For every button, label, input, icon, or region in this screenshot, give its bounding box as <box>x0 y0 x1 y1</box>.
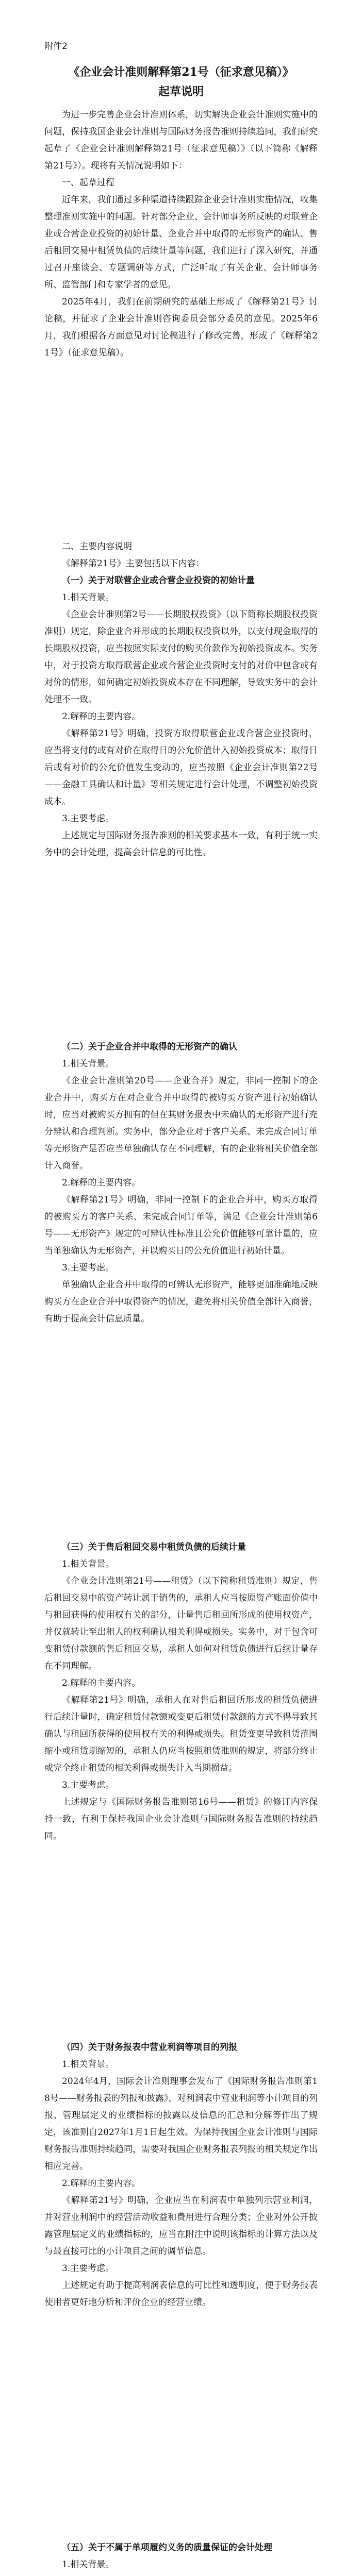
attachment-label: 附件2 <box>44 41 68 52</box>
body-paragraph: 单独确认企业合并中取得的可辨认无形资产，能够更加准确地反映购买方在企业合并中取得资产的情况，避免将相关价值全部计入商誉，有助于提高会计信息质量。 <box>44 1280 318 1324</box>
item-heading: 1.相关背景。 <box>62 1059 114 1069</box>
item-heading: 1.相关背景。 <box>62 1559 114 1569</box>
body-paragraph: 为进一步完善企业会计准则体系，切实解决企业会计准则实施中的问题，保持我国企业会计准则与国际财务报告准则持续趋同，我们研究起草了《企业会计准则解释第21号（征求意见稿）》（以下简称《解释第21号》）。现将有关情况说明如下： <box>44 110 318 171</box>
item-heading: 3.主要考虑。 <box>62 1780 114 1790</box>
body-paragraph: 上述规定与《国际财务报告准则第16号——租赁》的修订内容保持一致，有利于保持我国企业会计准则与国际财务报告准则的持续趋同。 <box>44 1797 318 1841</box>
document-page <box>0 1501 362 2001</box>
item-heading: 2.解释的主要内容。 <box>62 2178 141 2189</box>
document-title: 《企业会计准则解释第21号（征求意见稿）》 <box>68 65 294 79</box>
subsection-heading: （三）关于售后租回交易中租赁负债的后续计量 <box>62 1542 246 1552</box>
item-heading: 1.相关背景。 <box>62 2560 114 2570</box>
item-heading: 2.解释的主要内容。 <box>62 1678 141 1688</box>
subsection-heading: （二）关于企业合并中取得的无形资产的确认 <box>62 1042 237 1052</box>
document-page <box>0 1001 362 1501</box>
subsection-heading: （四）关于财务报表中营业利润等项目的列报 <box>62 2042 237 2053</box>
document-subtitle: 起草说明 <box>158 85 204 98</box>
item-heading: 3.主要考虑。 <box>62 2263 114 2274</box>
document-page <box>0 2501 362 2576</box>
subsection-heading: （五）关于不属于单项履约义务的质量保证的会计处理 <box>62 2543 272 2553</box>
body-paragraph: 上述规定有助于提高利润表信息的可比性和透明度，便于财务报表使用者更好地分析和评价企业的经营业绩。 <box>44 2280 318 2308</box>
body-paragraph: 上述规定与国际财务报告准则的相关要求基本一致，有利于统一实务中的会计处理，提高会计信息的可比性。 <box>44 831 318 858</box>
body-paragraph: 《解释第21号》明确，企业应当在利润表中单独列示营业利润，并对营业利润中的经营活动收益和费用进行合理分类；企业对外公开披露管理层定义的业绩指标的，应当在附注中说明该指标的计算方法以及与最直接可比的小计项目之间的调节信息。 <box>44 2195 318 2257</box>
body-paragraph: 《解释第21号》明确，投资方取得联营企业或合营企业投资时，应当将支付的或有对价在取得日的公允价值计入初始投资成本；取得日后或有对价的公允价值发生变动的，应当按照《企业会计准则第22号——金融工具确认和计量》等相关规定进行会计处理，不调整初始投资成本。 <box>44 728 318 807</box>
body-paragraph: 《解释第21号》明确，非同一控制下的企业合并中，购买方取得的被购买方的客户关系、未完成合同订单等，满足《企业会计准则第6号——无形资产》规定的可辨认性标准且公允价值能够可靠计量的，应当单独确认为无形资产，并以购买日的公允价值进行初始计量。 <box>44 1195 318 1256</box>
section-heading: 一、起草过程 <box>62 178 114 188</box>
body-paragraph: 2025年4月，我们在前期研究的基础上形成了《解释第21号》讨论稿，并征求了企业会计准则咨询委员会部分委员的意见。2025年6月，我们根据各方面意见对讨论稿进行了修改完善，形成了《解释第21号》（征求意见稿）。 <box>44 297 318 358</box>
document-page <box>0 2001 362 2501</box>
item-heading: 1.相关背景。 <box>62 2059 114 2070</box>
item-heading: 1.相关背景。 <box>62 592 114 603</box>
body-paragraph: 《企业会计准则第20号——企业合并》规定，非同一控制下的企业合并中，购买方在对企业合并中取得的被购买方资产进行初始确认时，应当对被购买方拥有的但在其财务报表中未确认的无形资产进行充分辨认和合理判断。实务中，部分企业对于客户关系、未完成合同订单等无形资产是否应当单独确认存在不同理解，有的企业将相关价值全部计入商誉。 <box>44 1076 318 1171</box>
document-page <box>0 0 362 500</box>
body-paragraph: 近年来，我们通过多种渠道持续跟踪企业会计准则实施情况，收集整理准则实施中的问题。针对部分企业、会计师事务所反映的对联营企业或合营企业投资的初始计量、企业合并中取得的无形资产的确认、售后租回交易中租赁负债的后续计量等问题，我们进行了深入研究，并通过召开座谈会、专题调研等方式，广泛听取了有关企业、会计师事务所、监管部门和专家学者的意见。 <box>44 195 318 290</box>
body-paragraph: 《解释第21号》主要包括以下内容： <box>62 558 205 569</box>
subsection-heading: （一）关于对联营企业或合营企业投资的初始计量 <box>62 575 255 586</box>
body-paragraph: 《解释第21号》明确，承租人在对售后租回所形成的租赁负债进行后续计量时，确定租赁付款额或变更后租赁付款额的方式不得导致其确认与租回所获得的使用权有关的利得或损失。租赁变更导致租赁范围缩小或租赁期缩短的，承租人仍应当按照租赁准则的规定，将部分终止或完全终止租赁的相关利得或损失计入当期损益。 <box>44 1695 318 1773</box>
document-page <box>0 500 362 1001</box>
body-paragraph: 2024年4月，国际会计准则理事会发布了《国际财务报告准则第18号——财务报表的列报和披露》，对利润表中营业利润等小计项目的列报、管理层定义的业绩指标的披露以及信息的汇总和分解等作出了规定，该准则自2027年1月1日起生效。为保持我国企业会计准则与国际财务报告准则持续趋同，需要对我国企业财务报表列报的相关规定作出相应完善。 <box>44 2076 318 2172</box>
body-paragraph: 《企业会计准则第21号——租赁》（以下简称租赁准则）规定，售后租回交易中的资产转让属于销售的，承租人应当按原资产账面价值中与租回获得的使用权有关的部分，计量售后租回所形成的使用权资产，并仅就转让至出租人的权利确认相关利得或损失。实务中，对于包含可变租赁付款额的售后租回交易，承租人如何对租赁负债进行后续计量存在不同理解。 <box>44 1576 318 1671</box>
body-paragraph <box>44 2573 318 2576</box>
item-heading: 2.解释的主要内容。 <box>62 711 141 722</box>
section-heading: 二、主要内容说明 <box>62 541 132 552</box>
item-heading: 2.解释的主要内容。 <box>62 1178 141 1188</box>
item-heading: 3.主要考虑。 <box>62 1263 114 1273</box>
item-heading: 3.主要考虑。 <box>62 814 114 824</box>
body-paragraph: 《企业会计准则第2号——长期股权投资》（以下简称长期股权投资准则）规定，除企业合并形成的长期股权投资以外，以支付现金取得的长期股权投资，应当按照实际支付的购买价款作为初始投资成本。实务中，对于投资方取得联营企业或合营企业投资时支付的对价中包含或有对价的情形，如何确定初始投资成本存在不同理解，导致实务中的会计处理不一致。 <box>44 609 318 705</box>
